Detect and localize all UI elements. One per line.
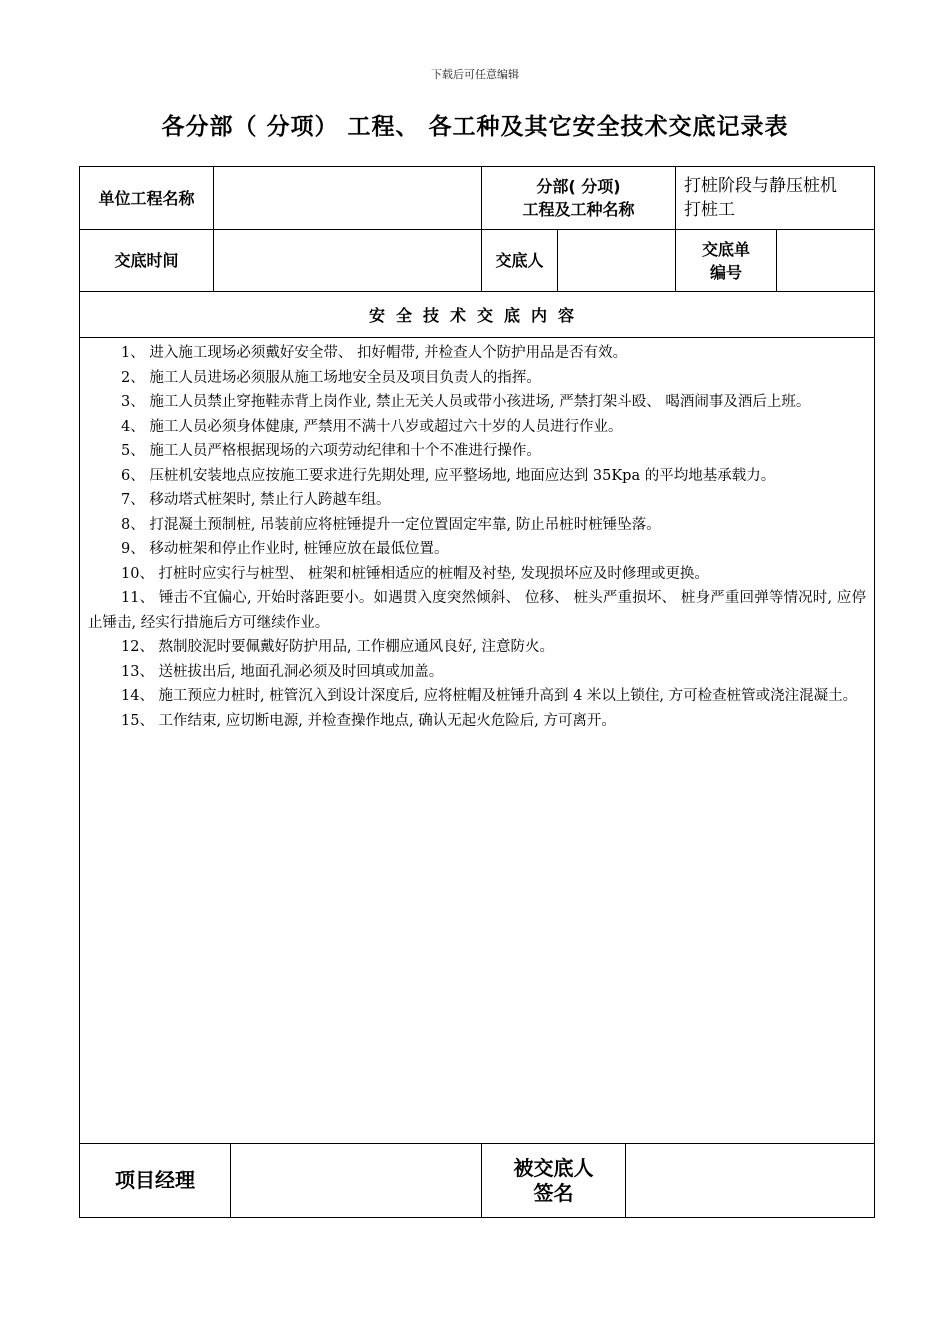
list-item: 12、 熬制胶泥时要佩戴好防护用品, 工作棚应通风良好, 注意防火。: [121, 639, 554, 655]
header-note: 下载后可任意编辑: [431, 68, 519, 81]
division-label: [482, 167, 676, 229]
division-value-line2: 打桩工: [684, 200, 735, 220]
briefing-person-label: 交底人: [482, 230, 558, 291]
list-item: 2、 施工人员进场必须服从施工场地安全员及项目负责人的指挥。: [121, 369, 541, 386]
row-signatures: [80, 1144, 874, 1217]
project-manager-field[interactable]: [231, 1144, 482, 1217]
list-item: 1、 进入施工现场必须戴好安全带、 扣好帽带, 并检查人个防护用品是否有效。: [121, 345, 628, 361]
row-unit-name: [80, 167, 874, 230]
briefing-number-label: [676, 230, 777, 291]
unit-name-field[interactable]: [214, 167, 482, 229]
briefing-number-field[interactable]: [777, 230, 874, 291]
division-value-field[interactable]: [676, 167, 874, 229]
content-heading-row: [80, 292, 874, 338]
content-body: [80, 338, 874, 1144]
row-briefing-info: [80, 230, 874, 292]
briefing-person-field[interactable]: [558, 230, 676, 291]
briefing-time-field[interactable]: [214, 230, 482, 291]
project-manager-label: 项目经理: [80, 1144, 231, 1217]
page-title: 各分部（ 分项） 工程、 各工种及其它安全技术交底记录表: [161, 114, 789, 140]
division-label-line1: 分部( 分项): [536, 177, 621, 196]
recipient-signature-label: [482, 1144, 626, 1217]
recipient-label-line2: 签名: [533, 1180, 574, 1205]
list-item: 9、 移动桩架和停止作业时, 桩锤应放在最低位置。: [121, 541, 449, 557]
list-item: 5、 施工人员严格根据现场的六项劳动纪律和十个不准进行操作。: [121, 443, 541, 459]
list-item: 14、 施工预应力桩时, 桩管沉入到设计深度后, 应将桩帽及桩锤升高到 4 米以上锁住, 方可检查桩管或浇注混凝土。: [121, 688, 858, 704]
list-item: 15、 工作结束, 应切断电源, 并检查操作地点, 确认无起火危险后, 方可离开。: [121, 712, 616, 729]
list-item: 6、 压桩机安装地点应按施工要求进行先期处理, 应平整场地, 地面应达到 35Kpa 的平均地基承载力。: [121, 467, 776, 484]
briefing-number-label-line1: 交底单: [701, 239, 750, 259]
list-item: 8、 打混凝土预制桩, 吊装前应将桩锤提升一定位置固定牢靠, 防止吊桩时桩锤坠落。: [121, 516, 661, 533]
record-table: [79, 166, 875, 1218]
recipient-signature-field[interactable]: [626, 1144, 874, 1217]
list-item: 4、 施工人员必须身体健康, 严禁用不满十八岁或超过六十岁的人员进行作业。: [121, 418, 623, 435]
list-item: 11、 锤击不宜偏心, 开始时落距要小。如遇贯入度突然倾斜、 位移、 桩头严重损坏、 桩身严重回弹等情况时, 应停止锤击, 经实行措施后方可继续作业。: [88, 590, 866, 631]
briefing-number-label-line2: 编号: [709, 262, 742, 282]
content-heading: 安全技术交底内容: [368, 306, 585, 325]
unit-name-label: 单位工程名称: [80, 167, 214, 229]
division-label-line2: 工程及工种名称: [522, 200, 635, 219]
recipient-label-line1: 被交底人: [513, 1155, 594, 1180]
list-item: 10、 打桩时应实行与桩型、 桩架和桩锤相适应的桩帽及衬垫, 发现损坏应及时修理或更换。: [121, 565, 709, 582]
division-value-line1: 打桩阶段与静压桩机: [684, 176, 837, 196]
list-item: 7、 移动塔式桩架时, 禁止行人跨越车组。: [121, 492, 391, 508]
list-item: 13、 送桩拔出后, 地面孔洞必须及时回填或加盖。: [121, 663, 444, 680]
list-item: 3、 施工人员禁止穿拖鞋赤背上岗作业, 禁止无关人员或带小孩进场, 严禁打架斗殴、 喝酒闹事及酒后上班。: [121, 394, 811, 410]
briefing-time-label: 交底时间: [80, 230, 214, 291]
